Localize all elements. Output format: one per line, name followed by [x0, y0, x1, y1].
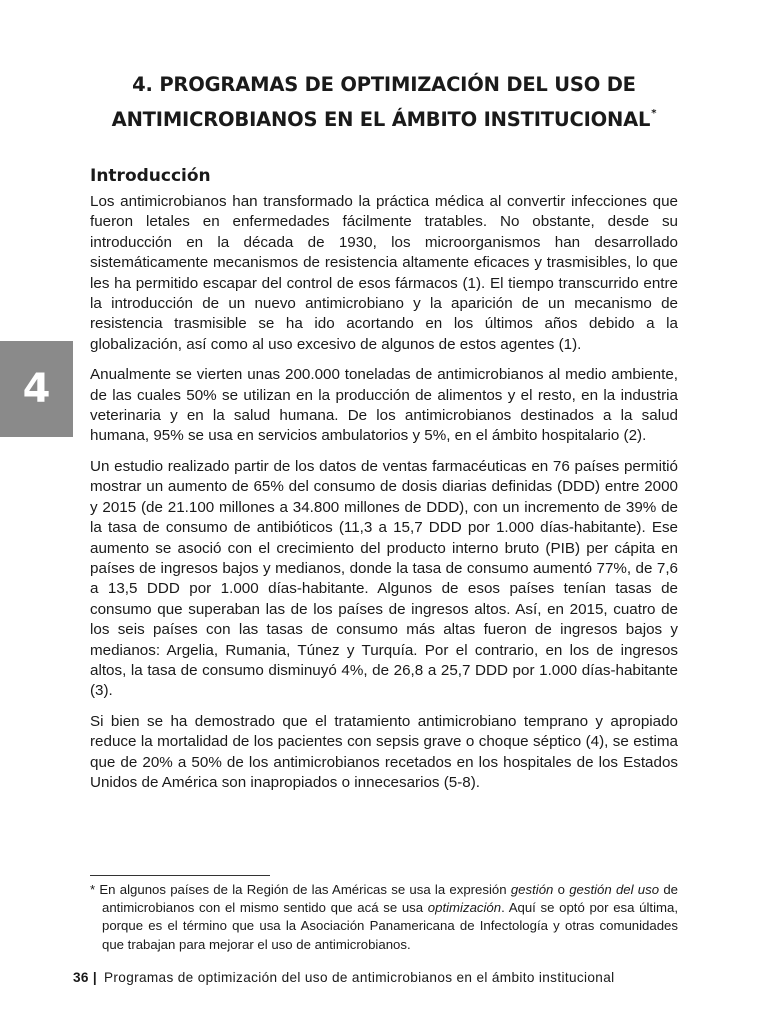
paragraph: Si bien se ha demostrado que el tratamiento antimicrobiano temprano y apropiado reduce la mortalidad de los pacientes con sepsis grave o choque séptico (4), se estima que de 20% a 50% de los antimicrobianos recetados en los hospitales de los Estados Unidos de América son inapropiados o innecesarios (5-8). — [90, 712, 678, 791]
footnote-text-1: En algunos países de la Región de las Américas se usa la expresión — [99, 882, 511, 897]
chapter-title-line-2 — [90, 99, 678, 134]
footnote-text-2: o — [553, 882, 570, 897]
footer-separator: | — [92, 970, 97, 985]
footnote-emphasis-1: gestión — [510, 882, 554, 897]
chapter-title — [90, 70, 678, 134]
footnote — [90, 881, 678, 954]
footnote-divider — [90, 875, 270, 876]
paragraph: Los antimicrobianos han transformado la práctica médica al convertir infecciones que fueron letales en enfermedades fácilmente tratables. No obstante, desde su introducción en la década de 1930, los microorganismos han desarrollado sistemáticamente mecanismos de resistencia altamente eficaces y trasmisibles, lo que les ha permitido escapar del control de esos fármacos (1). El tiempo transcurrido entre la introducción de un nuevo antimicrobiano y la aparición de un mecanismo de resistencia trasmisible se ha ido acortando en los últimos años debido a la globalización, así como al uso excesivo de algunos de estos agentes (1). — [90, 193, 678, 353]
chapter-number-tab: 4 — [0, 341, 73, 437]
chapter-title-line-1: 4. PROGRAMAS DE OPTIMIZACIÓN DEL USO DE — [132, 73, 636, 96]
paragraph: Un estudio realizado partir de los datos de ventas farmacéuticas en 76 países permitió mostrar un aumento de 65% del consumo de dosis diarias definidas (DDD) entre 2000 y 2015 (de 21.100 millones a 34.800 millones de DDD), con un incremento de 39% de la tasa de consumo de antibióticos (11,3 a 15,7 DDD por 1.000 días-habitante). Ese aumento se asoció con el crecimiento del producto interno bruto (PIB) per cápita en países de ingresos bajos y medianos, donde la tasa de consumo aumentó 77%, de 7,6 a 13,5 DDD por 1.000 días-habitante. Algunos de esos países tenían tasas de consumo que superaban las de los países de ingresos altos. Así, en 2015, cuatro de los seis países con las tasas de consumo más altas fueron de ingresos bajos y medianos: Argelia, Rumania, Túnez y Turquía. Por el contrario, en los de ingresos altos, la tasa de consumo disminuyó 4%, de 26,8 a 25,7 DDD por 1.000 días-habitante (3). — [90, 457, 678, 700]
footnote-marker: * — [90, 882, 96, 897]
running-title: Programas de optimización del uso de antimicrobianos en el ámbito institucional — [103, 970, 615, 985]
footnote-emphasis-3: optimización — [427, 900, 502, 916]
body-text — [90, 192, 678, 803]
paragraph: Anualmente se vierten unas 200.000 toneladas de antimicrobianos al medio ambiente, de las cuales 50% se utilizan en la producción de alimentos y el resto, en la industria veterinaria y en la salud humana. De los antimicrobianos destinados a la salud humana, 95% se usa en servicios ambulatorios y 5%, en el ámbito hospitalario (2). — [90, 366, 678, 445]
footnote-text-3: de antimicrobianos con el mismo sentido que acá se usa — [102, 882, 678, 916]
footnote-text-4: . Aquí se optó por esa última, porque es el término que usa la Asociación Panamericana de Infectología y otras comunidades que trabajan para mejorar el uso de antimicrobianos. — [102, 900, 678, 952]
title-footnote-marker: * — [651, 108, 657, 119]
page-footer — [73, 970, 693, 985]
chapter-title-line-2-text: ANTIMICROBIANOS EN EL ÁMBITO INSTITUCIONAL — [111, 108, 651, 131]
page-number: 36 — [73, 970, 89, 985]
footnote-emphasis-2: gestión del uso — [569, 882, 660, 897]
section-heading: Introducción — [90, 166, 211, 186]
